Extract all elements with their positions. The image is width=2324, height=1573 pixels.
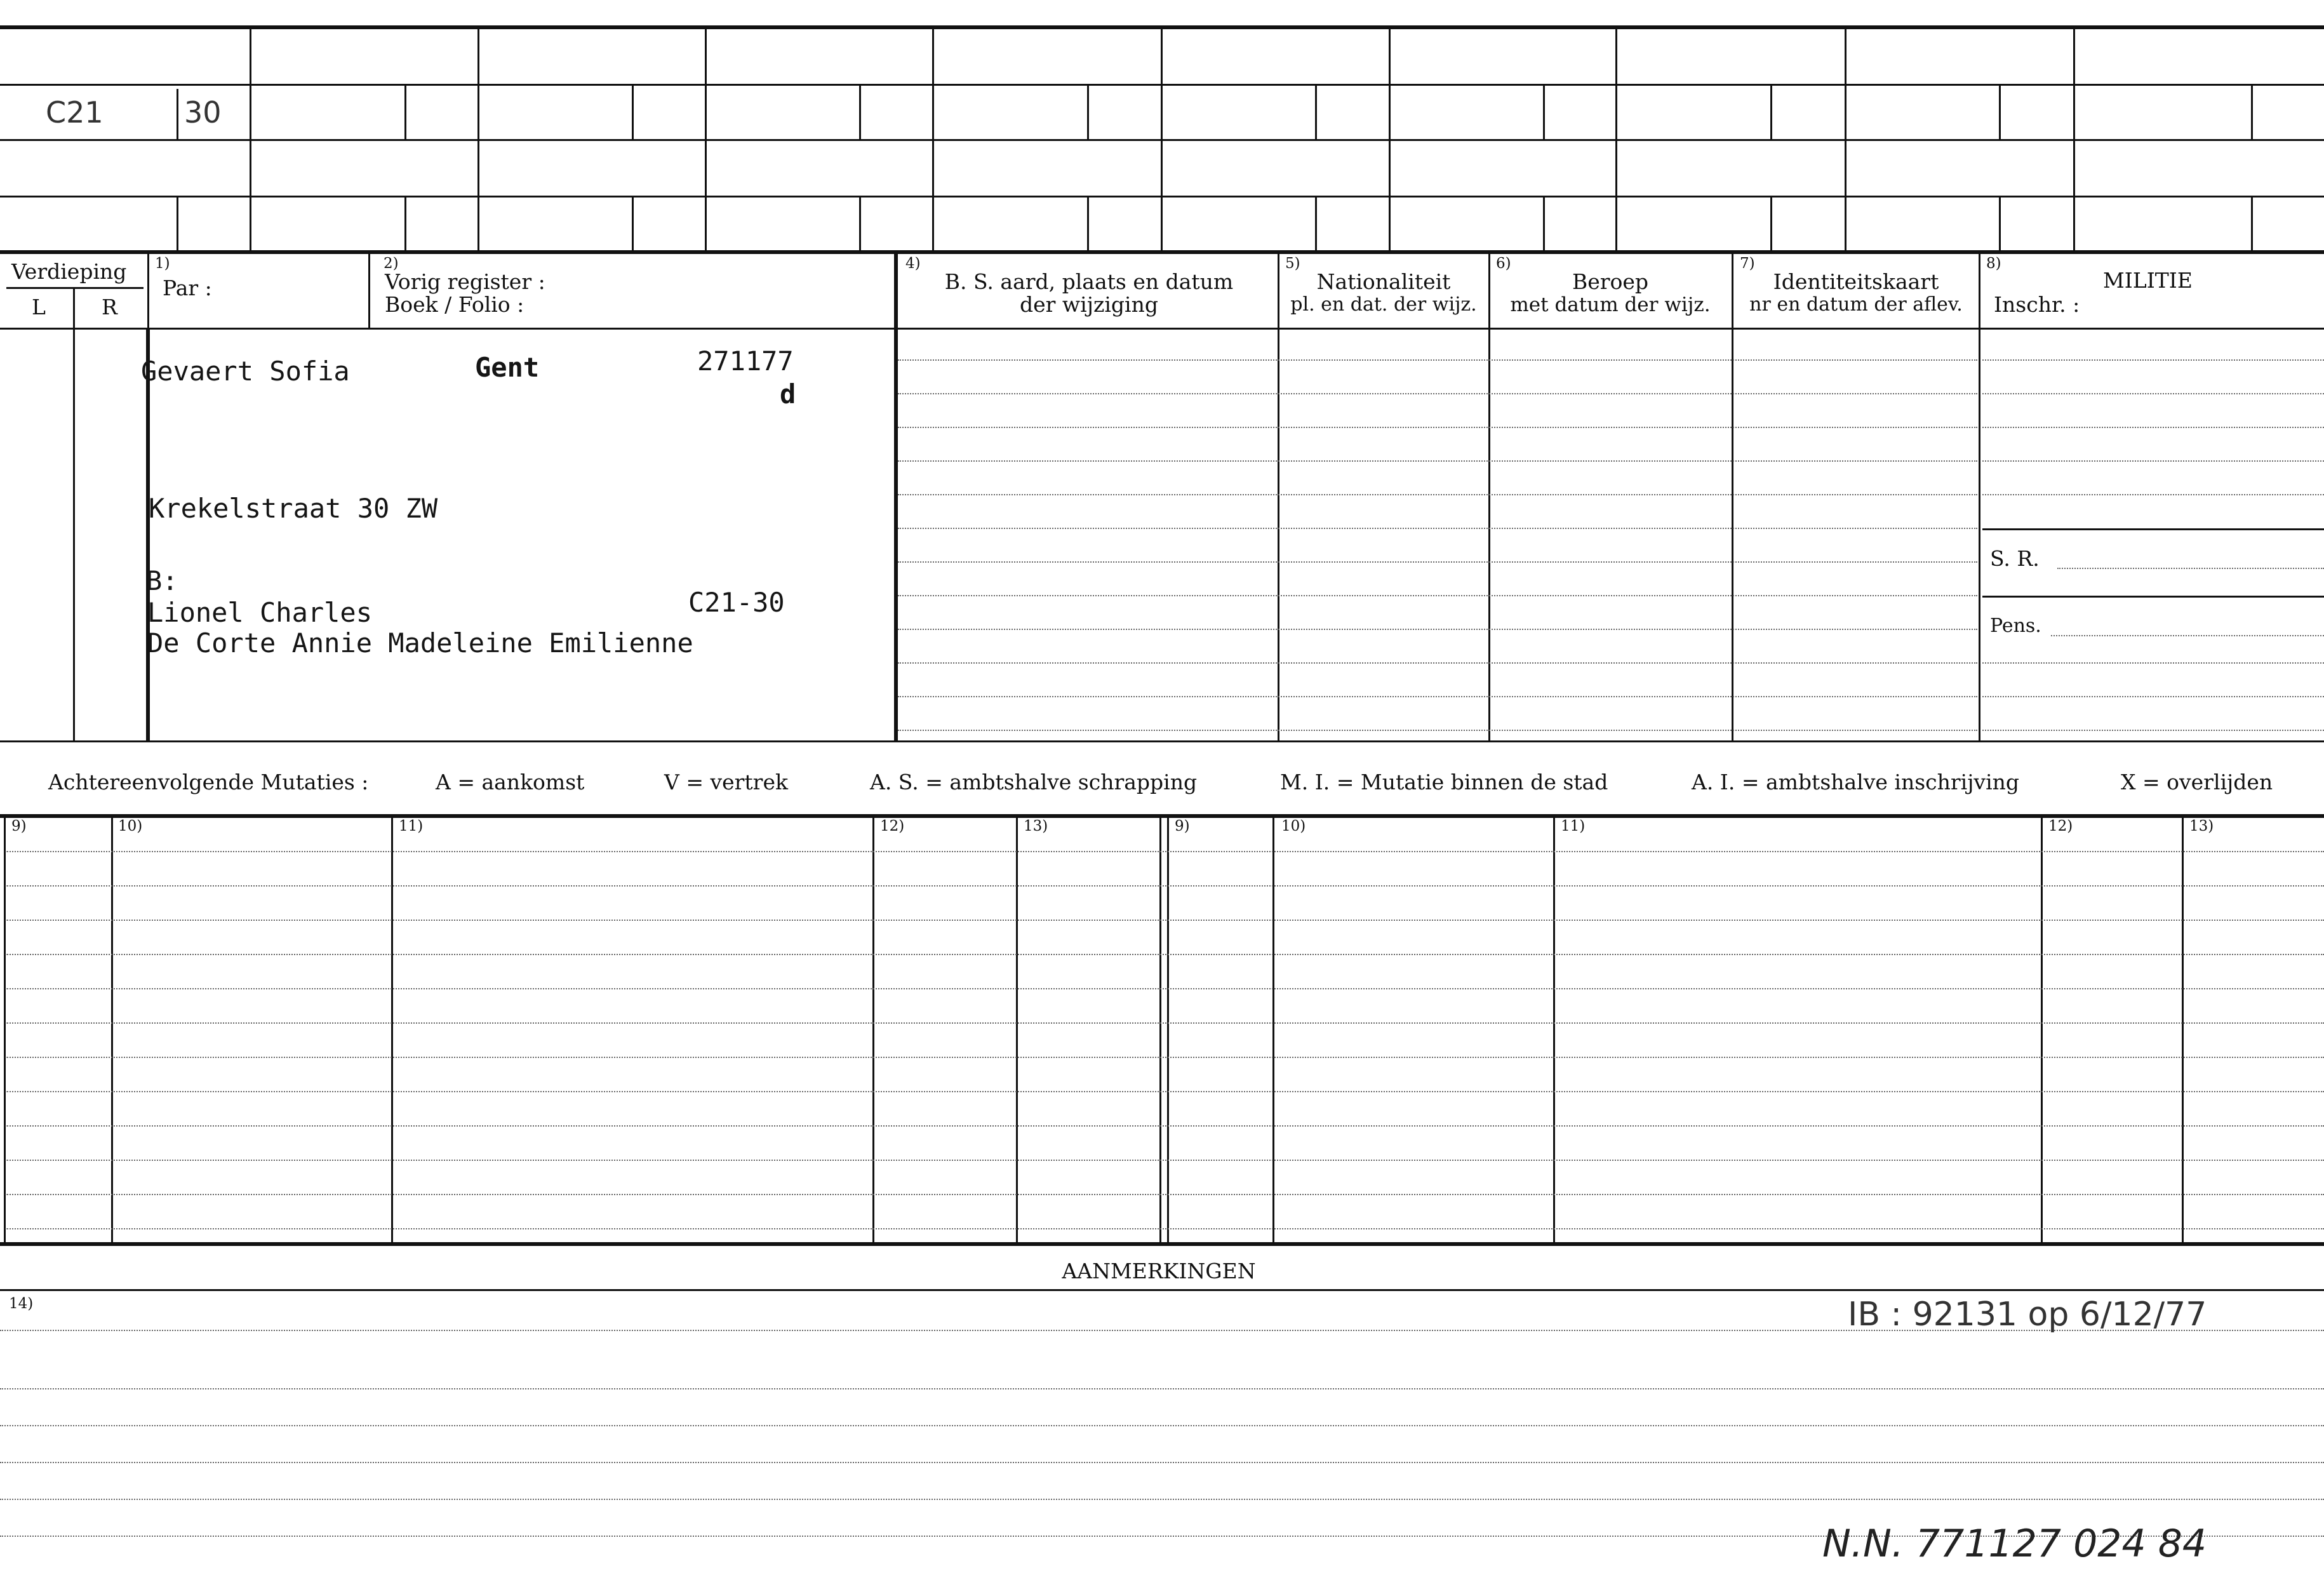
field-num-5: 5) (1285, 255, 1300, 272)
b-mark: B: (146, 565, 178, 596)
vorig-register-label: Vorig register : (385, 269, 545, 294)
par-label: Par : (163, 276, 212, 300)
mutation-x: X = overlijden (2121, 770, 2273, 794)
mut-col-12-left: 12) (880, 818, 905, 834)
mutations-title: Achtereenvolgende Mutaties : (48, 770, 369, 794)
mut-col-13-right: 13) (2189, 818, 2214, 834)
nat-label-1: Nationaliteit (1316, 269, 1451, 294)
militie-label: MILITIE (2103, 268, 2193, 293)
entry-marker: d (780, 378, 796, 410)
bs-label-1: B. S. aard, plaats en datum (944, 269, 1234, 294)
beroep-label-1: Beroep (1572, 269, 1649, 294)
mutation-mi: M. I. = Mutatie binnen de stad (1280, 770, 1608, 794)
parents-line-2: De Corte Annie Madeleine Emilienne (147, 627, 693, 659)
mut-col-9-left: 9) (11, 818, 27, 834)
boek-folio-label: Boek / Folio : (385, 292, 524, 317)
verdieping-r: R (102, 295, 117, 319)
field-num-1: 1) (155, 255, 170, 272)
parents-line-1: Lionel Charles (147, 597, 373, 628)
mutation-a: A = aankomst (436, 770, 585, 794)
bs-label-2: der wijziging (1020, 292, 1158, 317)
pens-label: Pens. (1990, 615, 2041, 637)
birth-place: Gent (475, 352, 540, 383)
birth-date: 271177 (697, 345, 794, 377)
field-num-14: 14) (9, 1295, 34, 1312)
nat-label-2: pl. en dat. der wijz. (1290, 293, 1477, 316)
person-name: Gevaert Sofia (141, 356, 350, 387)
reference-code: C21-30 (688, 587, 785, 618)
mutation-ai: A. I. = ambtshalve inschrijving (1692, 770, 2020, 794)
mut-col-11-left: 11) (399, 818, 424, 834)
mut-col-10-right: 10) (1281, 818, 1306, 834)
field-num-6: 6) (1496, 255, 1511, 272)
block-code: C21 (46, 95, 104, 130)
mut-col-12-right: 12) (2048, 818, 2073, 834)
field-num-2: 2) (384, 255, 399, 272)
address: Krekelstraat 30 ZW (149, 493, 438, 524)
inschr-label: Inschr. : (1994, 292, 2080, 317)
mut-col-10-left: 10) (118, 818, 143, 834)
sr-label: S. R. (1990, 546, 2040, 571)
id-label-1: Identiteitskaart (1773, 269, 1939, 294)
field-num-7: 7) (1740, 255, 1755, 272)
nn-number: N.N. 771127 024 84 (1822, 1522, 2207, 1566)
mutation-as: A. S. = ambtshalve schrapping (870, 770, 1198, 794)
mut-col-13-left: 13) (1024, 818, 1048, 834)
id-label-2: nr en datum der aflev. (1749, 293, 1963, 316)
field-num-8: 8) (1986, 255, 2001, 272)
field-num-4: 4) (905, 255, 921, 272)
verdieping-label: Verdieping (11, 259, 127, 284)
verdieping-l: L (32, 295, 46, 319)
block-number: 30 (184, 95, 222, 130)
mut-col-11-right: 11) (1561, 818, 1586, 834)
mut-col-9-right: 9) (1175, 818, 1190, 834)
ib-note: IB : 92131 op 6/12/77 (1848, 1295, 2207, 1334)
remarks-title: AANMERKINGEN (1062, 1259, 1256, 1283)
beroep-label-2: met datum der wijz. (1510, 293, 1711, 316)
mutation-v: V = vertrek (664, 770, 788, 794)
